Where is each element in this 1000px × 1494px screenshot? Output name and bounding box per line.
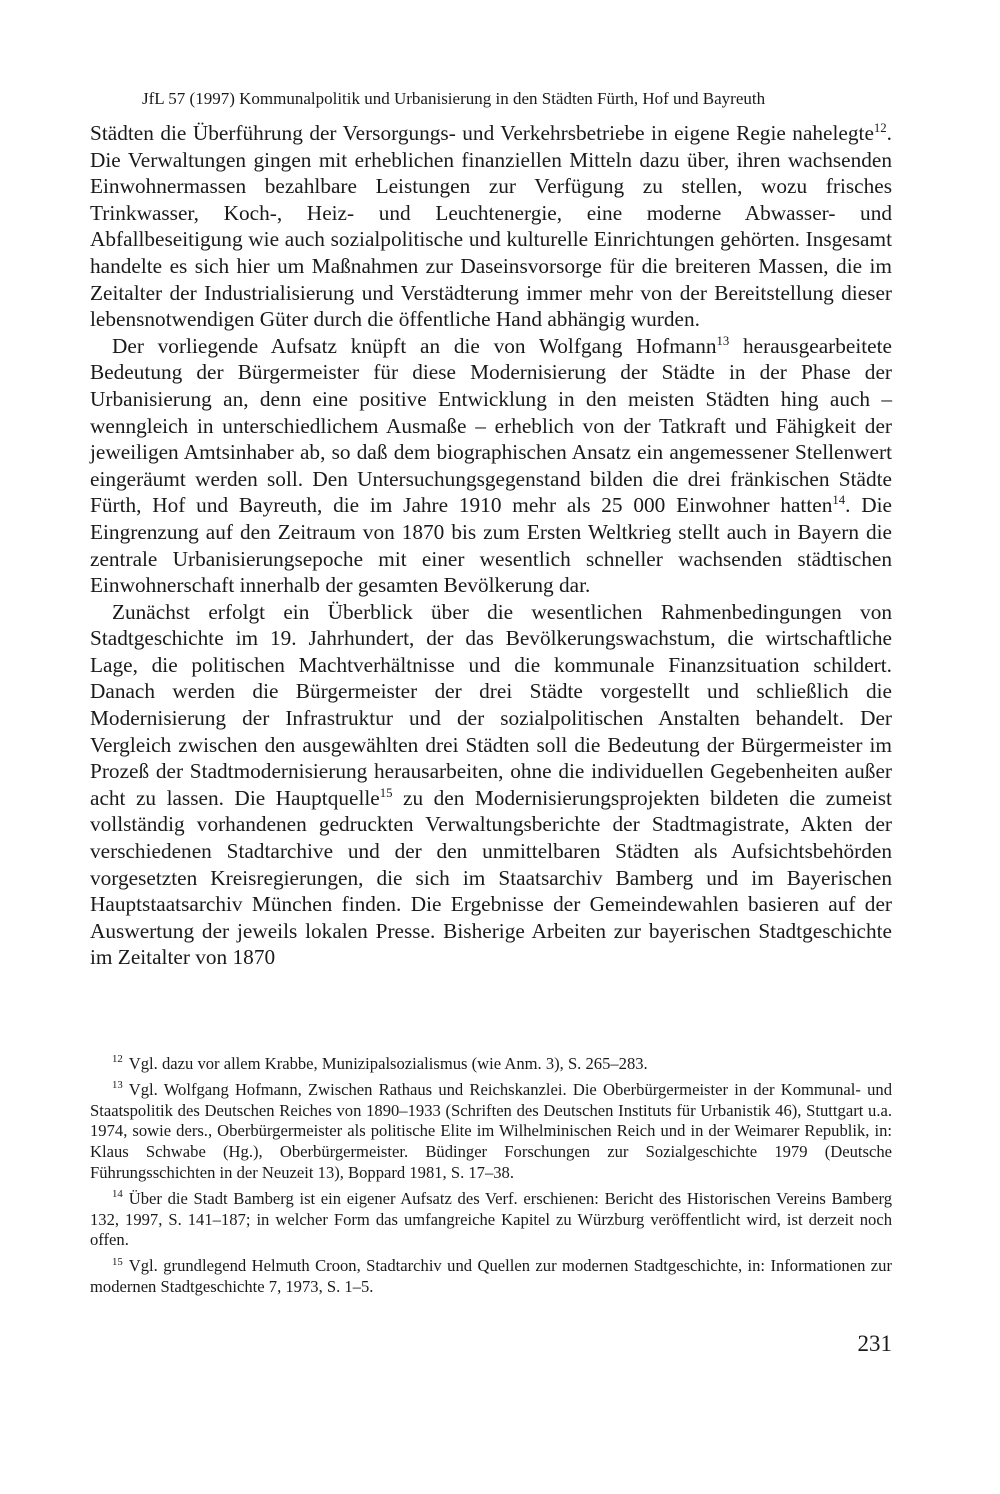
paragraph-2-text-c: . Die Eingrenzung auf den Zeitraum von 1870 bis zum Ersten Weltkrieg stellt auch in Bayern die zentrale Urbanisierungsepoche mit einer wesentlich schneller wachsenden städtischen Einwohnerschaft innerhalb der gesamten Bevölkerung dar. xyxy=(90,493,893,598)
footnote-number: 15 xyxy=(112,1255,123,1268)
footnote-13 xyxy=(90,1080,892,1184)
footnote-text: Vgl. grundlegend Helmuth Croon, Stadtarchiv und Quellen zur modernen Stadtgeschichte, in: Informationen zur modernen Stadtgeschichte 7, 1973, S. 1–5. xyxy=(90,1256,892,1296)
footnote-text: Vgl. dazu vor allem Krabbe, Munizipalsozialismus (wie Anm. 3), S. 265–283. xyxy=(128,1054,648,1073)
body-text xyxy=(90,120,892,971)
footnote-12 xyxy=(90,1054,892,1075)
footnote-ref-14[interactable]: 14 xyxy=(832,493,846,508)
running-head: JfL 57 (1997) Kommunalpolitik und Urbanisierung in den Städten Fürth, Hof und Bayreuth xyxy=(142,89,766,108)
paragraph-1-text-b: . Die Verwaltungen gingen mit erheblichen finanziellen Mitteln dazu über, ihren wachsenden Einwohnermassen bezahlbare Leistungen zur Verfügung zu stellen, wozu frisches Trinkwasser, Koch-, Heiz- und Leuchtenergie, eine moderne Abwasser- und Abfallbeseitigung wie auch sozialpolitische und kulturelle Einrichtungen gehörten. Insgesamt handelte es sich hier um Maßnahmen zur Daseinsvorsorge für die breiteren Massen, die im Zeitalter der Industrialisierung und Verstädterung immer mehr von der Bereitstellung dieser lebensnotwendigen Güter durch die öffentliche Hand abhängig wurden. xyxy=(90,121,892,332)
paragraph-2 xyxy=(90,333,892,599)
paragraph-1-text-a: Städten die Überführung der Versorgungs- und Verkehrsbetriebe in eigene Regie nahelegte xyxy=(90,121,874,145)
footnote-15 xyxy=(90,1256,892,1298)
footnote-text: Über die Stadt Bamberg ist ein eigener Aufsatz des Verf. erschienen: Bericht des Historischen Vereins Bamberg 132, 1997, S. 141–187; in welcher Form das umfangreiche Kapitel zu Würzburg veröffentlicht wird, ist derzeit noch offen. xyxy=(90,1188,892,1250)
paragraph-3-text-b: zu den Modernisierungsprojekten bildeten die zumeist vollständig vorhandenen gedruckten Verwaltungsberichte der Stadtmagistrate, Akten der verschiedenen Stadtarchive und der den unmittelbaren Städten als Aufsichtsbehörden vorgesetzten Kreisregierungen, die sich im Staatsarchiv Bamberg und im Bayerischen Hauptstaatsarchiv München finden. Die Ergebnisse der Gemeindewahlen basieren auf der Auswertung der jeweils lokalen Presse. Bisherige Arbeiten zur bayerischen Stadtgeschichte im Zeitalter von 1870 xyxy=(90,785,892,970)
footnote-number: 13 xyxy=(112,1079,123,1092)
page xyxy=(90,88,893,1356)
paragraph-3-text-a: Zunächst erfolgt ein Überblick über die wesentlichen Rahmenbedingungen von Stadtgeschichte im 19. Jahrhundert, der das Bevölkerungswachstum, die wirtschaftliche Lage, die politischen Machtverhältnisse und die kommunale Finanzsituation schildert. Danach werden die Bürgermeister der drei Städte vorgestellt und schließlich die Modernisierung der Infrastruktur und der sozialpolitischen Anstalten behandelt. Der Vergleich zwischen den ausgewählten drei Städten soll die Bedeutung der Bürgermeister im Prozeß der Stadtmodernisierung herausarbeiten, ohne die individuellen Gegebenheiten außer acht zu lassen. Die Hauptquelle xyxy=(90,599,892,810)
footnote-ref-15[interactable]: 15 xyxy=(379,785,393,800)
page-number: 231 xyxy=(857,1331,892,1356)
footnote-number: 12 xyxy=(112,1053,123,1066)
paragraph-1 xyxy=(90,120,892,333)
paragraph-2-text-b: herausgearbeitete Bedeutung der Bürgermeister für diese Modernisierung der Städte in der Phase der Urbanisierung an, denn eine positive Entwicklung in den meisten Städten hing auch – wenngleich in unterschiedlichem Ausmaße – erheblich von der Tatkraft und Fähigkeit der jeweiligen Amtsinhaber ab, so daß dem biographischen Ansatz ein angemessener Stellenwert eingeräumt werden soll. Den Untersuchungsgegenstand bilden die drei fränkischen Städte Fürth, Hof und Bayreuth, die im Jahre 1910 mehr als 25 000 Einwohner hatten xyxy=(90,333,892,518)
footnotes xyxy=(90,1054,892,1303)
footnote-ref-12[interactable]: 12 xyxy=(873,120,887,135)
footnote-ref-13[interactable]: 13 xyxy=(716,333,730,348)
paragraph-3 xyxy=(90,599,892,971)
footnote-14 xyxy=(90,1189,892,1251)
footnote-text: Vgl. Wolfgang Hofmann, Zwischen Rathaus und Reichskanzlei. Die Oberbürgermeister in der Kommunal- und Staatspolitik des Deutschen Reiches von 1890–1933 (Schriften des Deutschen Instituts für Urbanistik 46), Stuttgart u.a. 1974, sowie ders., Oberbürgermeister als politische Elite im Wilhelminischen Reich und in der Weimarer Republik, in: Klaus Schwabe (Hg.), Oberbürgermeister. Büdinger Forschungen zur Sozialgeschichte 1979 (Deutsche Führungsschichten in der Neuzeit 13), Boppard 1981, S. 17–38. xyxy=(90,1079,892,1182)
footnote-number: 14 xyxy=(112,1188,123,1201)
paragraph-2-text-a: Der vorliegende Aufsatz knüpft an die von Wolfgang Hofmann xyxy=(112,333,717,358)
